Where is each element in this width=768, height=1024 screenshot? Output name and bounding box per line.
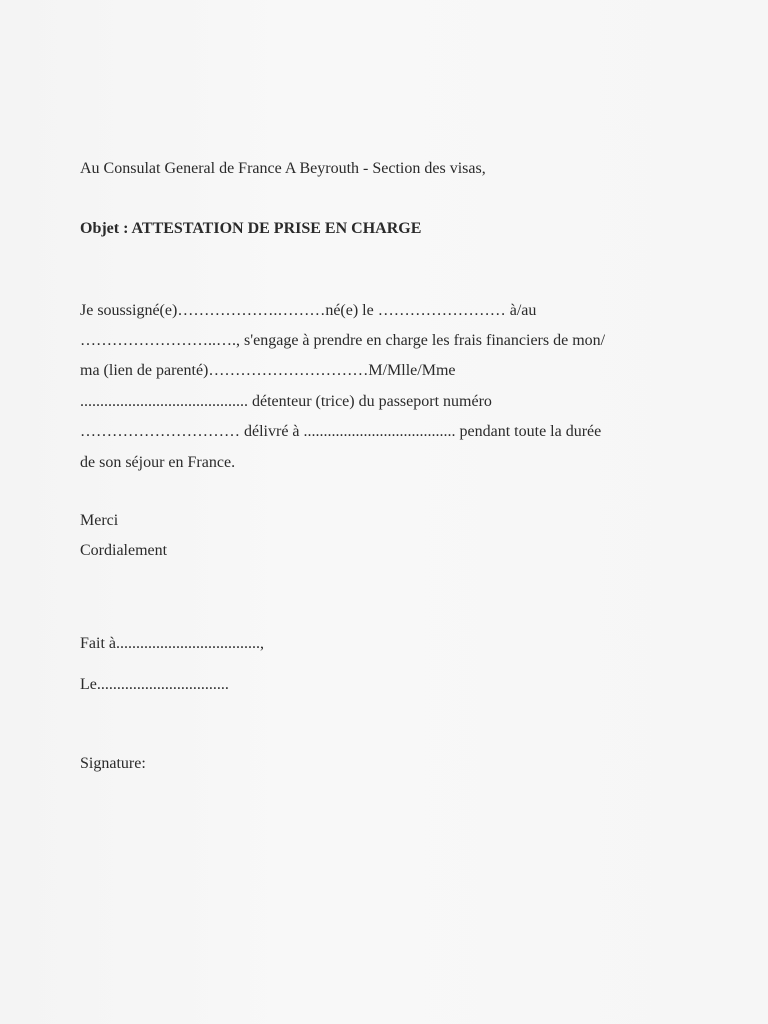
body-line-6: de son séjour en France.	[80, 454, 236, 471]
body-line-5: ………………………… délivré à ...................................... pendant toute la durée	[80, 423, 602, 440]
body-line-2: ……………………..…., s'engage à prendre en charge les frais financiers de mon/	[80, 332, 606, 349]
body-line-1: Je soussigné(e)……………….………né(e) le …………………… à/au	[80, 302, 537, 319]
closing-cordialement: Cordialement	[80, 542, 168, 559]
subject-line: Objet : ATTESTATION DE PRISE EN CHARGE	[80, 220, 422, 237]
recipient-line: Au Consulat General de France A Beyrouth - Section des visas,	[80, 160, 486, 177]
signature-label: Signature:	[80, 755, 146, 772]
closing-merci: Merci	[80, 512, 119, 529]
date-line: Le.................................	[80, 676, 229, 693]
body-line-3: ma (lien de parenté)…………………………M/Mlle/Mme	[80, 362, 456, 379]
place-line: Fait à....................................,	[80, 635, 264, 652]
body-line-4: .......................................... détenteur (trice) du passeport numéro	[80, 393, 492, 410]
